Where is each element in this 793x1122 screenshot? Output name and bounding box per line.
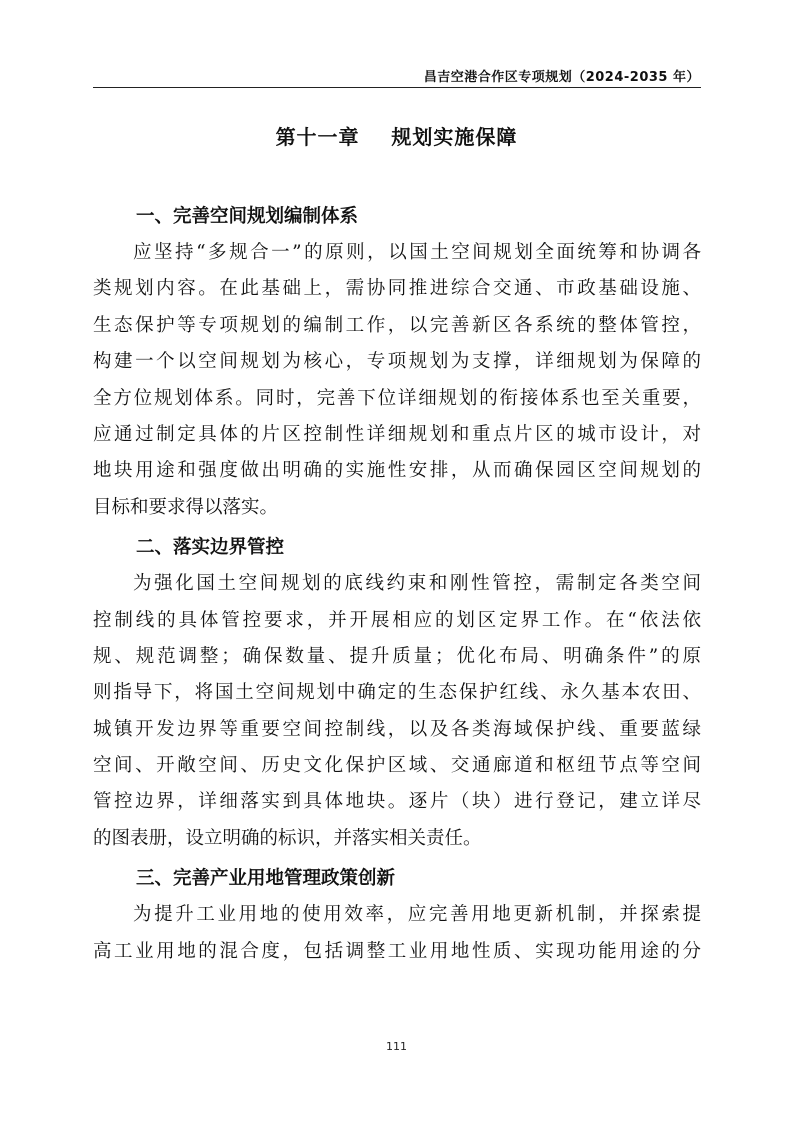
paragraph-line: 规、规范调整；确保数量、提升质量；优化布局、明确条件”的原: [93, 645, 701, 667]
page-number: 111: [386, 1040, 407, 1053]
paragraph-line: 高工业用地的混合度，包括调整工业用地性质、实现功能用途的分: [93, 940, 701, 962]
paragraph-line: 地块用途和强度做出明确的实施性安排，从而确保园区空间规划的: [93, 460, 701, 482]
paragraph-line: 应通过制定具体的片区控制性详细规划和重点片区的城市设计，对: [93, 423, 701, 445]
paragraph-line: 应坚持“多规合一”的原则，以国土空间规划全面统筹和协调各: [133, 242, 701, 263]
section-heading-3: 三、完善产业用地管理政策创新: [136, 868, 396, 890]
header-divider: [93, 87, 701, 88]
paragraph-line: 构建一个以空间规划为核心，专项规划为支撑，详细规划为保障的: [93, 351, 701, 373]
running-header-title: 昌吉空港合作区专项规划（2024-2035 年）: [423, 70, 700, 85]
paragraph-line: 则指导下，将国土空间规划中确定的生态保护红线、永久基本农田、: [93, 682, 701, 704]
section-heading-2: 二、落实边界管控: [136, 537, 285, 559]
document-body: [93, 199, 701, 970]
paragraph-line: 为提升工业用地的使用效率，应完善用地更新机制，并探索提: [133, 904, 701, 926]
paragraph-line: 城镇开发边界等重要空间控制线，以及各类海域保护线、重要蓝绿: [93, 718, 701, 740]
chapter-title: 第十一章 规划实施保障: [275, 125, 518, 149]
paragraph-line: 空间、开敞空间、历史文化保护区域、交通廊道和枢纽节点等空间: [93, 755, 701, 777]
paragraph-line: 目标和要求得以落实。: [93, 496, 279, 518]
paragraph-line: 全方位规划体系。同时，完善下位详细规划的衔接体系也至关重要，: [93, 387, 701, 409]
section-heading-1: 一、完善空间规划编制体系: [136, 206, 359, 227]
paragraph-line: 为强化国土空间规划的底线约束和刚性管控，需制定各类空间: [133, 573, 701, 595]
paragraph-line: 生态保护等专项规划的编制工作，以完善新区各系统的整体管控，: [93, 314, 701, 336]
paragraph-line: 控制线的具体管控要求，并开展相应的划区定界工作。在“依法依: [93, 609, 701, 631]
paragraph-line: 管控边界，详细落实到具体地块。逐片（块）进行登记，建立详尽: [93, 791, 701, 813]
paragraph-line: 类规划内容。在此基础上，需协同推进综合交通、市政基础设施、: [93, 278, 701, 300]
paragraph-line: 的图表册，设立明确的标识，并落实相关责任。: [93, 827, 482, 849]
